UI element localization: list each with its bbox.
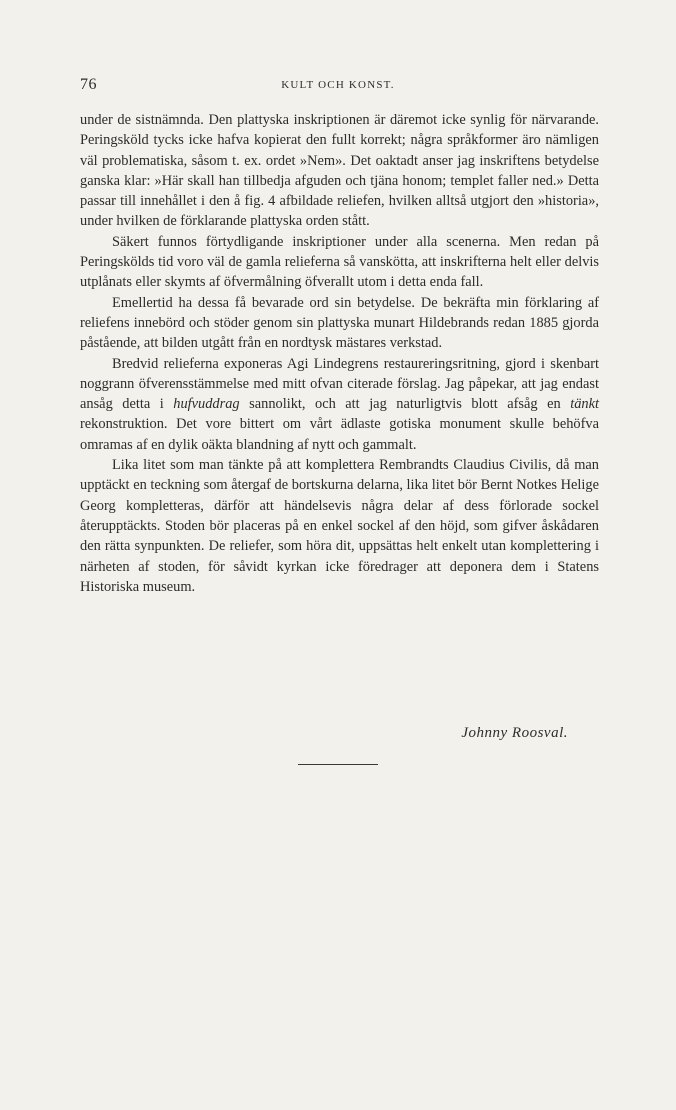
article-body bbox=[80, 110, 599, 597]
paragraph-1: under de sistnämnda. Den plattyska inskriptionen är däremot icke synlig för närvarande. Peringsköld tycks icke hafva kopierat den fullt korrekt; några språkformer äro nämligen väl problematiska, såsom t. ex. ordet »Nem». Det oaktadt anser jag inskriftens betydelse ganska klar: »Här skall han tillbedja afguden och tjäna honom; templet faller ned.» Detta passar till innehållet i den å fig. 4 afbildade reliefen, hvilken alltså utgjort den »historia», under hvilken de förklarande plattyska orden stått. bbox=[80, 112, 599, 230]
paragraph-4-part-2: sannolikt, och att jag naturligtvis blott afsåg en bbox=[239, 396, 571, 413]
paragraph-4 bbox=[80, 354, 599, 455]
paragraph-2: Säkert funnos förtydligande inskriptioner under alla scenerna. Men redan på Peringskölds tid voro väl de gamla relieferna så vanskötta, att inskrifterna helt eller delvis utplånats eller skymts af öfvermålning öfverallt utom i detta enda fall. bbox=[80, 233, 599, 291]
paragraph-3: Emellertid ha dessa få bevarade ord sin betydelse. De bekräfta min förklaring af reliefens innebörd och stöder genom sin plattyska munart Hildebrands redan 1885 gjorda påstående, att bilden utgått från en nordtysk mästares verkstad. bbox=[80, 294, 599, 352]
paragraph-5: Lika litet som man tänkte på att komplettera Rembrandts Claudius Civilis, då man upptäckt en teckning som återgaf de bortskurna delarna, lika litet bör Bernt Notkes Helige Georg kompletteras, därför att händelsevis några delar af dess förlorade sockel återupptäckts. Stoden bör placeras på en enkel sockel af den höjd, som gifver åskådaren den rätta synpunkten. De reliefer, som höra dit, uppsättas helt enkelt utan komplettering i närheten af stoden, för såvidt kyrkan icke föredrager att deponera dem i Statens Historiska museum. bbox=[80, 457, 599, 595]
page-number: 76 bbox=[80, 76, 97, 93]
author-signature: Johnny Roosval. bbox=[461, 725, 568, 741]
closing-rule bbox=[298, 764, 378, 765]
running-title: KULT OCH KONST. bbox=[281, 79, 395, 91]
paragraph-4-part-1: Bredvid relieferna exponeras Agi Lindegrens restaureringsritning, gjord i skenbart noggrann öfverensstämmelse med mitt ofvan citerade förslag. Jag påpekar, att jag endast ansåg detta i bbox=[80, 355, 599, 413]
emphasis-tankt: tänkt bbox=[570, 396, 599, 413]
emphasis-hufvuddrag: hufvuddrag bbox=[173, 396, 240, 413]
paragraph-4-part-3: rekonstruktion. Det vore bittert om vårt ädlaste gotiska monument skulle behöfva omramas af en dylik oäkta blandning af nytt och gammalt. bbox=[80, 416, 599, 453]
